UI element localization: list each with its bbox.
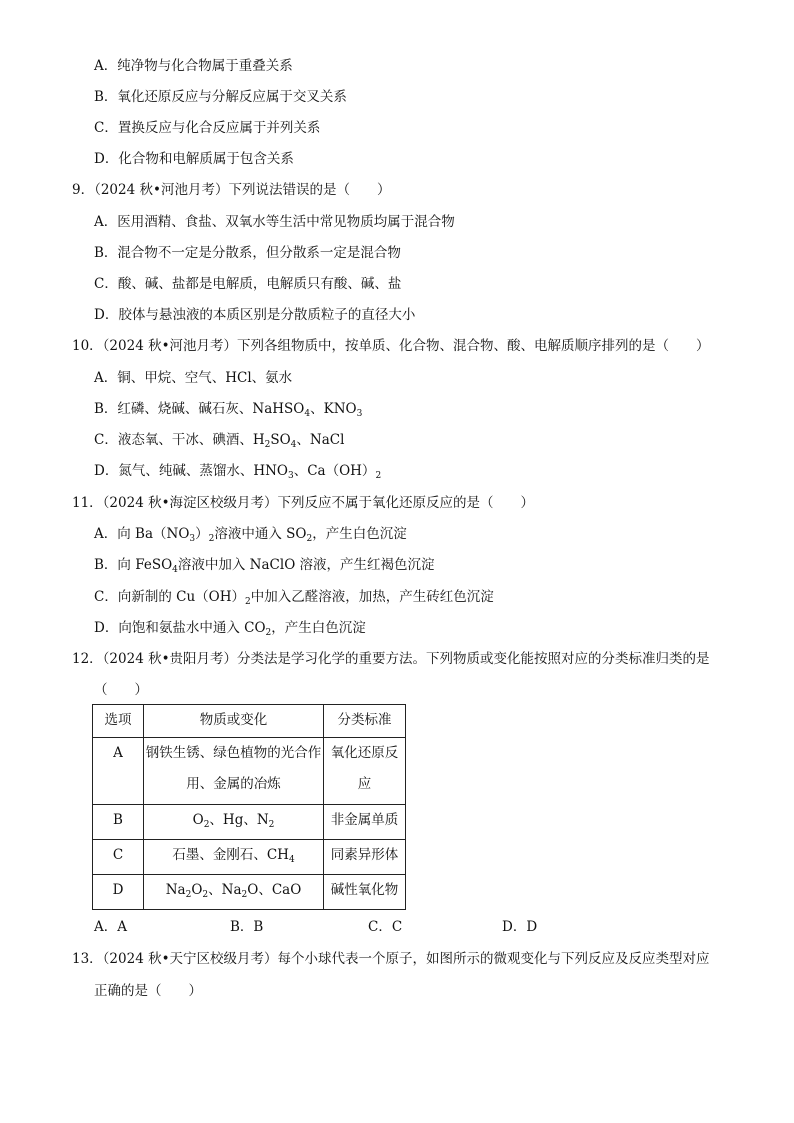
table-cell-standard: 碱性氧化物	[324, 875, 406, 910]
q9-option-d: D．胶体与悬浊液的本质区别是分散质粒子的直径大小	[94, 307, 416, 323]
table-row	[93, 805, 406, 840]
q9-stem: 9．（2024 秋•河池月考）下列说法错误的是（ ）	[72, 182, 391, 198]
q10-option-d: D．氮气、纯碱、蒸馏水、$HNO_3$、$Ca(OH)_2$	[94, 463, 382, 481]
q12-answer-c: C．C	[368, 919, 403, 935]
table-header-row	[93, 705, 406, 738]
q11-option-d: D．向饱和氨盐水中通入 $CO_2$，产生白色沉淀	[94, 620, 366, 638]
table-cell-substance: $O_2$、Hg、$N_2$	[144, 805, 324, 840]
q11-stem: 11．（2024 秋•海淀区校级月考）下列反应不属于氧化还原反应的是（ ）	[72, 495, 535, 511]
table-cell-substance: 钢铁生锈、绿色植物的光合作 用、金属的冶炼	[144, 738, 324, 805]
q10-option-b: B．红磷、烧碱、碱石灰、NaHSO$_4$、$KNO_3$	[94, 401, 363, 419]
q12-answer-b: B．B	[230, 919, 264, 935]
q8-option-c: C．置换反应与化合反应属于并列关系	[94, 120, 321, 136]
q10-option-c: C．液态氧、干冰、碘酒、$H_2SO_4$、NaCl	[94, 432, 345, 450]
q8-option-a: A．纯净物与化合物属于重叠关系	[94, 58, 293, 74]
q13-stem-line1: 13．（2024 秋•天宁区校级月考）每个小球代表一个原子，如图所示的微观变化与下列反应及反应类型对应	[72, 951, 710, 967]
q12-bracket: （ ）	[94, 682, 148, 698]
table-row	[93, 840, 406, 875]
table-cell-option: C	[93, 840, 144, 875]
table-cell-substance: 石墨、金刚石、$CH_4$	[144, 840, 324, 875]
q9-option-c: C．酸、碱、盐都是电解质，电解质只有酸、碱、盐	[94, 276, 402, 292]
table-header-option: 选项	[93, 705, 144, 738]
classification-table	[92, 704, 406, 910]
q11-option-a: A．向 $Ba(NO_3)_2$溶液中通入 $SO_2$，产生白色沉淀	[94, 526, 407, 544]
q12-answer-d: D．D	[502, 919, 538, 935]
table-header-substance: 物质或变化	[144, 705, 324, 738]
table-cell-standard: 非金属单质	[324, 805, 406, 840]
table-row	[93, 738, 406, 805]
q13-stem-line2: 正确的是（ ）	[94, 983, 202, 999]
q9-option-a: A．医用酒精、食盐、双氧水等生活中常见物质均属于混合物	[94, 214, 455, 230]
table-cell-option: D	[93, 875, 144, 910]
q12-answer-a: A．A	[94, 919, 127, 935]
table-header-standard: 分类标准	[324, 705, 406, 738]
q12-stem: 12．（2024 秋•贵阳月考）分类法是学习化学的重要方法。下列物质或变化能按照对应的分类标准归类的是	[72, 651, 710, 667]
q10-stem: 10．（2024 秋•河池月考）下列各组物质中，按单质、化合物、混合物、酸、电解质顺序排列的是（ ）	[72, 338, 710, 354]
table-cell-option: A	[93, 738, 144, 805]
table-cell-option: B	[93, 805, 144, 840]
table-cell-standard: 同素异形体	[324, 840, 406, 875]
q8-option-d: D．化合物和电解质属于包含关系	[94, 151, 294, 167]
q9-option-b: B．混合物不一定是分散系，但分散系一定是混合物	[94, 245, 401, 261]
q10-option-a: A．铜、甲烷、空气、HCl、氨水	[94, 370, 293, 386]
table-row	[93, 875, 406, 910]
table-cell-standard: 氧化还原反 应	[324, 738, 406, 805]
q8-option-b: B．氧化还原反应与分解反应属于交叉关系	[94, 89, 347, 105]
q11-option-c: C．向新制的 $Cu(OH)_2$中加入乙醛溶液，加热，产生砖红色沉淀	[94, 589, 494, 607]
q11-option-b: B．向 FeSO$_4$溶液中加入 NaClO 溶液，产生红褐色沉淀	[94, 557, 435, 575]
table-cell-substance: $Na_2O_2$、$Na_2O$、CaO	[144, 875, 324, 910]
